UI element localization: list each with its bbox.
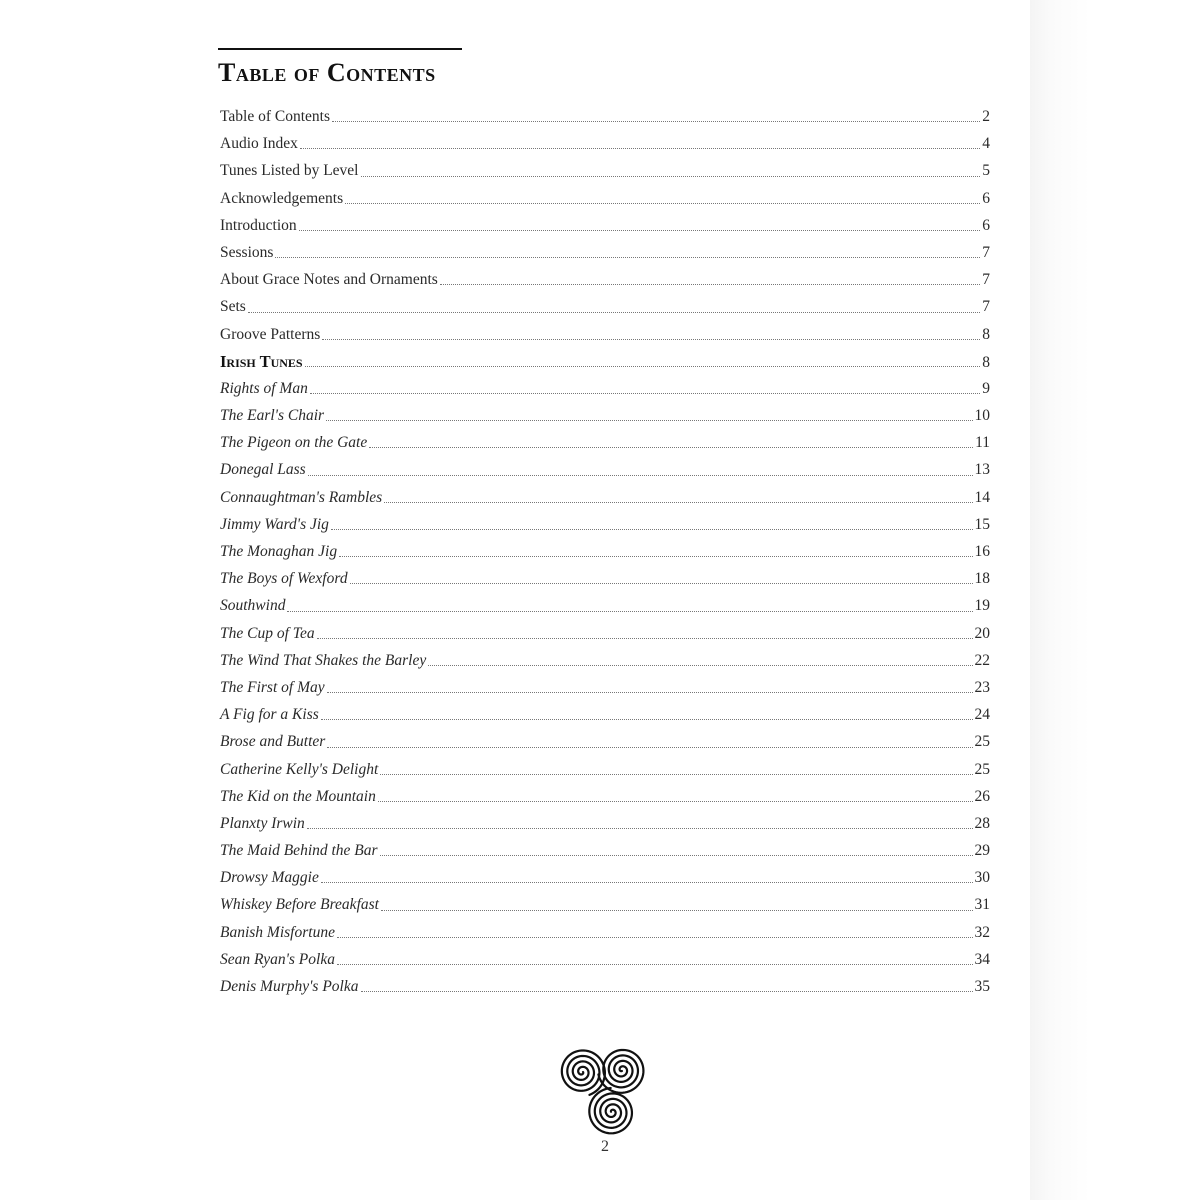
- toc-entry-page: 35: [974, 978, 990, 995]
- toc-entry-label: The First of May: [220, 678, 325, 696]
- dot-leader: [300, 147, 980, 149]
- title-rule: [218, 48, 462, 50]
- dot-leader: [327, 691, 973, 693]
- toc-entry-page: 34: [974, 950, 990, 968]
- toc-entry: [220, 212, 990, 239]
- dot-leader: [337, 936, 973, 938]
- toc-entry: [220, 239, 990, 266]
- toc-entry: [220, 511, 990, 538]
- page-number: 2: [601, 1138, 609, 1155]
- toc-entry-label: The Pigeon on the Gate: [220, 434, 368, 452]
- toc-entry-label: Denis Murphy's Polka: [220, 978, 359, 995]
- toc-entry-page: 24: [974, 706, 990, 724]
- dot-leader: [380, 854, 973, 856]
- toc-entry: [220, 456, 990, 483]
- toc-entry-label: The Maid Behind the Bar: [220, 842, 378, 860]
- toc-entry-label: Connaughtman's Rambles: [220, 488, 383, 506]
- toc-entry-page: 4: [982, 135, 990, 153]
- dot-leader: [440, 283, 980, 285]
- toc-entry: [220, 592, 990, 619]
- page-title: Table of Contents: [218, 58, 436, 87]
- dot-leader: [327, 746, 972, 748]
- toc-entry: [220, 946, 990, 973]
- toc-entry: [220, 919, 990, 946]
- toc-entry-page: 22: [974, 651, 990, 669]
- toc-entry: [220, 783, 990, 810]
- dot-leader: [361, 175, 981, 177]
- toc-entry-label: Sessions: [220, 243, 274, 261]
- toc-entry-page: 26: [974, 787, 990, 805]
- toc-entry: [220, 103, 990, 130]
- toc-entry-page: 6: [982, 189, 990, 207]
- toc-entry: [220, 130, 990, 157]
- toc-entry-label: The Wind That Shakes the Barley: [220, 651, 427, 669]
- toc-entry-label: Groove Patterns: [220, 325, 321, 343]
- dot-leader: [384, 501, 972, 503]
- toc-entry-label: Acknowledgements: [220, 189, 344, 207]
- toc-entry: [220, 973, 990, 1000]
- toc-entry: [220, 864, 990, 891]
- toc-entry-label: Introduction: [220, 216, 297, 234]
- toc-entry-label: The Kid on the Mountain: [220, 787, 376, 805]
- dot-leader: [331, 528, 973, 530]
- triple-spiral-icon: [550, 1030, 660, 1140]
- toc-entry-page: 8: [982, 353, 990, 371]
- toc-entry-page: 2: [982, 108, 990, 125]
- toc-entry-page: 20: [974, 624, 990, 642]
- toc-entry-page: 7: [982, 271, 990, 289]
- dot-leader: [428, 664, 972, 666]
- toc-entry-page: 32: [974, 923, 990, 941]
- dot-leader: [369, 446, 973, 448]
- toc-entry-label: The Earl's Chair: [220, 407, 325, 425]
- toc-entry-label: Brose and Butter: [220, 733, 326, 751]
- dot-leader: [299, 229, 981, 231]
- toc-entry: [220, 266, 990, 293]
- toc-entry: [220, 321, 990, 348]
- dot-leader: [310, 392, 980, 394]
- toc-entry: [220, 185, 990, 212]
- toc-entry: [220, 837, 990, 864]
- toc-entry-page: 8: [982, 325, 990, 343]
- toc-entry: [220, 429, 990, 456]
- toc-section-heading: Irish Tunes: [220, 351, 303, 371]
- dot-leader: [332, 120, 980, 122]
- dot-leader: [381, 909, 973, 911]
- dot-leader: [380, 773, 972, 775]
- dot-leader: [275, 256, 980, 258]
- toc-entry: [220, 728, 990, 755]
- dot-leader: [321, 881, 973, 883]
- toc-entry-label: Banish Misfortune: [220, 923, 335, 941]
- toc-entry-page: 13: [974, 461, 990, 479]
- toc-entry-label: Southwind: [220, 597, 286, 615]
- toc-entry-label: Planxty Irwin: [220, 814, 305, 832]
- toc-entry: [220, 402, 990, 429]
- toc-entry-page: 28: [974, 814, 990, 832]
- dot-leader: [305, 365, 981, 367]
- dot-leader: [322, 338, 980, 340]
- toc-entry-label: Table of Contents: [220, 108, 330, 125]
- dot-leader: [308, 474, 973, 476]
- toc-entry-page: 19: [974, 597, 990, 615]
- toc-entry: [220, 484, 990, 511]
- toc-entry: [220, 810, 990, 837]
- toc-entry-label: About Grace Notes and Ornaments: [220, 271, 438, 289]
- dot-leader: [345, 202, 980, 204]
- dot-leader: [307, 827, 973, 829]
- toc-entry-label: Whiskey Before Breakfast: [220, 896, 379, 914]
- toc-entry: [220, 293, 990, 320]
- toc-entry-label: Jimmy Ward's Jig: [220, 515, 329, 533]
- toc-entry-label: Donegal Lass: [220, 461, 306, 479]
- toc-entry-page: 11: [975, 434, 990, 452]
- toc-entry: [220, 674, 990, 701]
- toc-entry-page: 25: [974, 760, 990, 778]
- dot-leader: [317, 637, 973, 639]
- toc-entry-label: Catherine Kelly's Delight: [220, 760, 379, 778]
- toc-entry-page: 29: [974, 842, 990, 860]
- toc-entry-label: The Monaghan Jig: [220, 543, 338, 560]
- table-of-contents: [220, 103, 990, 1000]
- toc-entry: [220, 375, 990, 402]
- dot-leader: [326, 419, 972, 421]
- toc-entry: [220, 701, 990, 728]
- toc-entry: [220, 891, 990, 918]
- toc-entry-label: Tunes Listed by Level: [220, 162, 359, 180]
- dot-leader: [248, 311, 980, 313]
- toc-entry-page: 6: [982, 216, 990, 234]
- toc-entry-page: 16: [974, 543, 990, 560]
- toc-entry: [220, 756, 990, 783]
- page-edge-shadow: [1030, 0, 1200, 1200]
- dot-leader: [287, 610, 972, 612]
- toc-entry-label: Audio Index: [220, 135, 298, 153]
- toc-entry-label: Drowsy Maggie: [220, 869, 319, 887]
- toc-entry-page: 25: [974, 733, 990, 751]
- toc-entry: [220, 538, 990, 565]
- toc-entry: [220, 647, 990, 674]
- toc-entry-page: 15: [974, 515, 990, 533]
- toc-entry-page: 5: [982, 162, 990, 180]
- toc-entry-page: 31: [974, 896, 990, 914]
- toc-entry-label: The Boys of Wexford: [220, 570, 348, 588]
- toc-entry-label: A Fig for a Kiss: [220, 706, 319, 724]
- dot-leader: [337, 963, 973, 965]
- toc-entry: [220, 157, 990, 184]
- toc-entry-page: 18: [974, 570, 990, 588]
- toc-entry-page: 30: [974, 869, 990, 887]
- toc-entry-page: 7: [982, 243, 990, 261]
- toc-entry-page: 10: [974, 407, 990, 425]
- toc-entry-page: 9: [982, 379, 990, 397]
- toc-entry-page: 14: [974, 488, 990, 506]
- toc-entry-label: Sets: [220, 298, 246, 316]
- dot-leader: [378, 800, 973, 802]
- toc-entry: [220, 620, 990, 647]
- toc-entry-page: 23: [974, 678, 990, 696]
- dot-leader: [339, 555, 972, 557]
- toc-entry-label: Rights of Man: [220, 379, 308, 397]
- toc-entry: [220, 348, 990, 375]
- spiral-1: [562, 1050, 605, 1094]
- spiral-3: [589, 1088, 632, 1133]
- toc-entry-label: Sean Ryan's Polka: [220, 950, 335, 968]
- toc-entry-page: 7: [982, 298, 990, 316]
- dot-leader: [361, 990, 973, 992]
- dot-leader: [321, 718, 973, 720]
- toc-entry: [220, 565, 990, 592]
- toc-entry-label: The Cup of Tea: [220, 624, 315, 642]
- dot-leader: [350, 582, 973, 584]
